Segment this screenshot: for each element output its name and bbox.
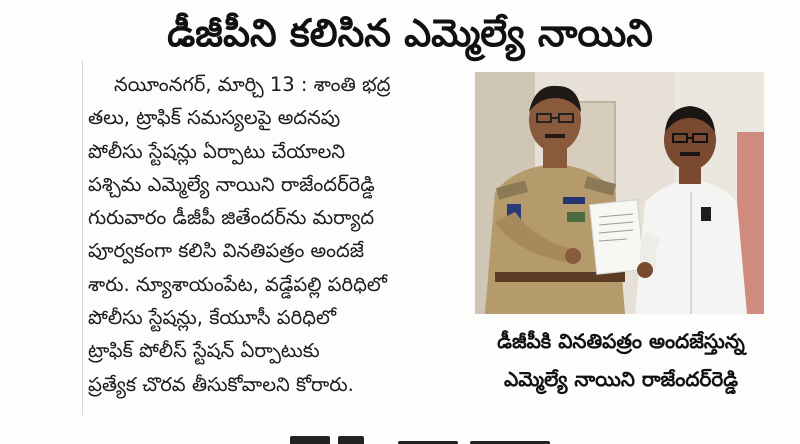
article-headline: డీజీపీని కలిసిన ఎమ్మెల్యే నాయిని [167,11,653,55]
caption-line: డీజీపీకి వినతిపత్రం అందజేస్తున్న [497,329,745,353]
photo-caption [462,322,780,408]
body-line: పూర్వకంగా కలిసి వినతిపత్రం అందజే [88,239,365,263]
body-line: గురువారం డీజీపీ జితేందర్‌ను మర్యాద [88,206,375,230]
article-body [88,68,463,413]
body-line: పోలీసు స్టేషన్లు ఏర్పాటు చేయాలని [88,139,346,163]
body-line: ప్రత్యేక చొరవ తీసుకోవాలని కోరారు. [88,372,354,396]
body-line: నయీంనగర్, మార్చి 13 : శాంతి భద్ర [114,73,391,96]
body-line: పశ్చిమ ఎమ్మెల్యే నాయిని రాజేందర్‌రెడ్డి [88,172,375,196]
photo-dgp-mla-meeting-icon [475,72,764,314]
news-photo [475,72,764,314]
body-line: తలు, ట్రాఫిక్ సమస్యలపై అదనపు [88,106,341,130]
column-divider [82,60,83,415]
body-line: పోలీసు స్టేషన్లు, కేయూసీ పరిధిలో [88,306,337,330]
body-line: శారు. న్యూశాయంపేట, వడ్డేపల్లి పరిధిలో [88,272,387,296]
caption-line: ఎమ్మెల్యే నాయిని రాజేందర్‌రెడ్డి [503,367,739,391]
body-line: ట్రాఫిక్ పోలీస్ స్టేషన్ ఏర్పాటుకు [88,339,320,363]
next-headline-stub [280,432,600,444]
